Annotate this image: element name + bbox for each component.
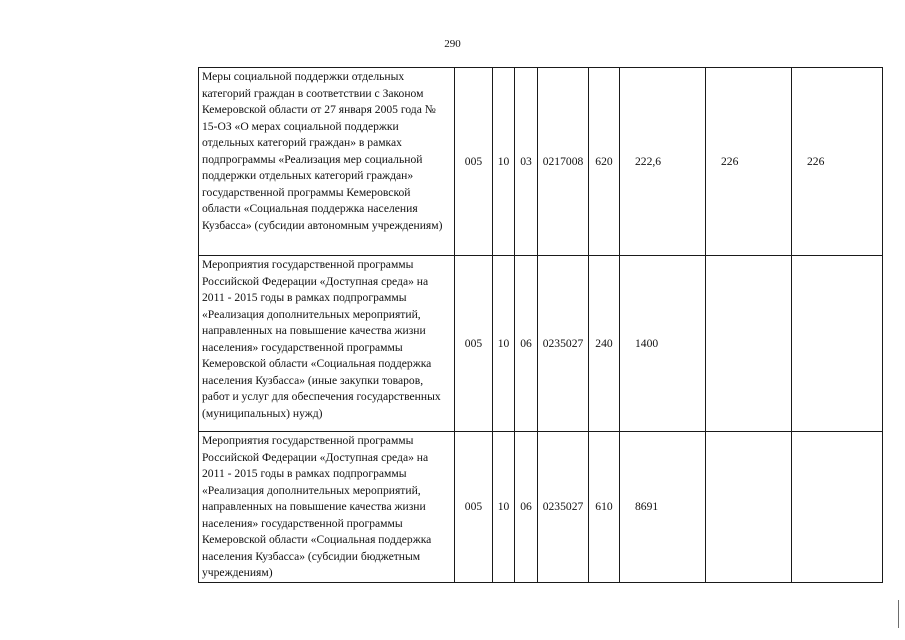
amount-year-1: 1400 (620, 256, 706, 432)
amount-year-2 (706, 432, 792, 583)
row-description: Мероприятия государственной программы Российской Федерации «Доступная среда» на 2011 - 2015 годы в рамках подпрограммы «Реализация дополнительных мероприятий, направленных на повышение качества жизни населения» государственной программы Кемеровской области «Социальная поддержка населения Кузбасса» (субсидии бюджетным учреждениям) (199, 432, 455, 583)
page-number: 290 (444, 38, 461, 50)
ministry-code: 005 (455, 256, 493, 432)
section-code: 10 (493, 432, 515, 583)
target-article-code: 0235027 (538, 256, 589, 432)
amount-year-3: 226 (792, 68, 883, 256)
scan-margin-line (898, 600, 899, 628)
section-code: 10 (493, 68, 515, 256)
ministry-code: 005 (455, 68, 493, 256)
section-code: 10 (493, 256, 515, 432)
table-row (199, 68, 883, 256)
table-row (199, 256, 883, 432)
target-article-code: 0235027 (538, 432, 589, 583)
amount-year-3 (792, 432, 883, 583)
amount-year-2 (706, 256, 792, 432)
amount-year-1: 222,6 (620, 68, 706, 256)
expense-type-code: 610 (589, 432, 620, 583)
amount-year-3 (792, 256, 883, 432)
budget-table (198, 67, 883, 583)
amount-year-2: 226 (706, 68, 792, 256)
expense-type-code: 240 (589, 256, 620, 432)
ministry-code: 005 (455, 432, 493, 583)
subsection-code: 06 (515, 432, 538, 583)
subsection-code: 03 (515, 68, 538, 256)
expense-type-code: 620 (589, 68, 620, 256)
row-description: Меры социальной поддержки отдельных категорий граждан в соответствии с Законом Кемеровской области от 27 января 2005 года № 15-ОЗ «О мерах социальной поддержки отдельных категорий граждан» в рамках подпрограммы «Реализация мер социальной поддержки отдельных категорий граждан» государственной программы Кемеровской области «Социальная поддержка населения Кузбасса» (субсидии автономным учреждениям) (199, 68, 455, 256)
row-description: Мероприятия государственной программы Российской Федерации «Доступная среда» на 2011 - 2015 годы в рамках подпрограммы «Реализация дополнительных мероприятий, направленных на повышение качества жизни населения» государственной программы Кемеровской области «Социальная поддержка населения Кузбасса» (иные закупки товаров, работ и услуг для обеспечения государственных (муниципальных) нужд) (199, 256, 455, 432)
subsection-code: 06 (515, 256, 538, 432)
target-article-code: 0217008 (538, 68, 589, 256)
amount-year-1: 8691 (620, 432, 706, 583)
table-row (199, 432, 883, 583)
